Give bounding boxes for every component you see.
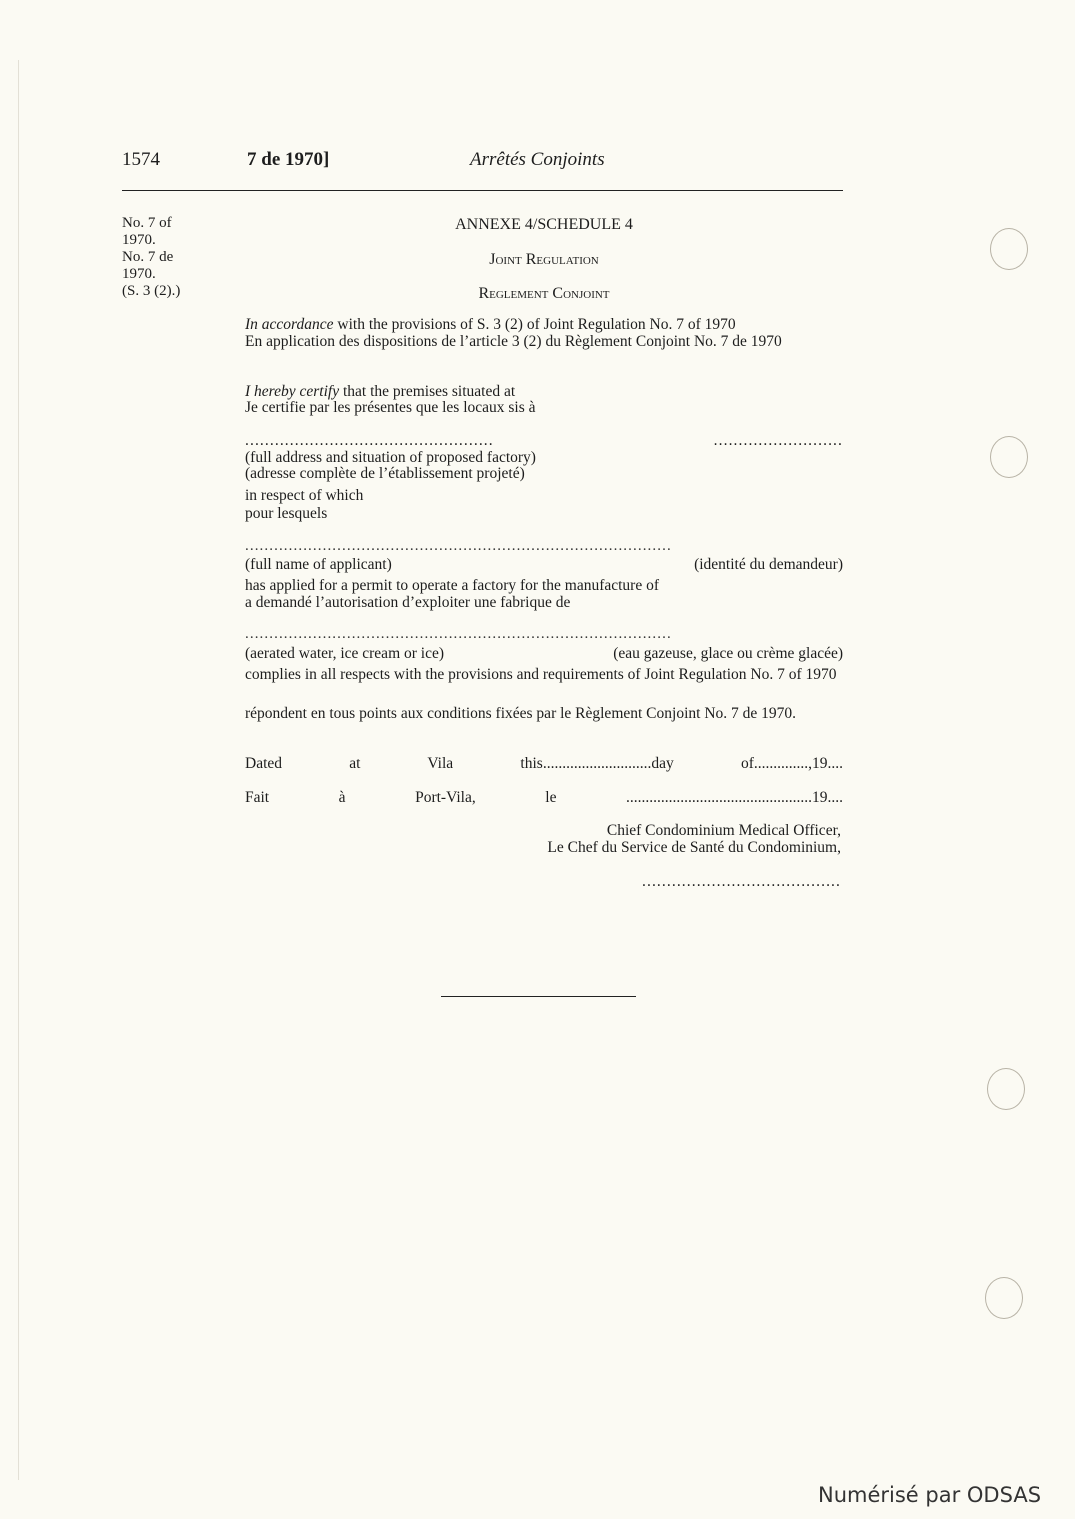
certify-en-italic: I hereby certify <box>245 383 340 400</box>
applied-fr: a demandé l’autorisation d’exploiter une fabrique de <box>245 594 571 611</box>
regulation-number: 7 de 1970] <box>247 149 330 170</box>
margin-note-line: No. 7 de <box>122 249 174 265</box>
punch-hole <box>990 228 1028 270</box>
dated-en: Dated at Vila this............................day of..............,19.... <box>245 756 843 772</box>
product-label-fr: (eau gazeuse, glace ou crème glacée) <box>613 645 843 662</box>
complies-fr: répondent en tous points aux conditions fixées par le Règlement Conjoint No. 7 de 1970. <box>245 705 797 722</box>
margin-note-line: No. 7 of <box>122 215 172 231</box>
page-number: 1574 <box>122 149 160 170</box>
signature-title-en: Chief Condominium Medical Officer, <box>606 822 841 839</box>
signature-dots: ........................................ <box>642 873 841 890</box>
address-dots-left: .................................................. <box>245 432 494 449</box>
complies-en: complies in all respects with the provisions and requirements of Joint Regulation No. 7 of 1970 <box>245 666 837 683</box>
joint-regulation-fr: Reglement Conjoint <box>478 285 610 302</box>
accordance-en-rest: with the provisions of S. 3 (2) of Joint Regulation No. 7 of 1970 <box>333 316 736 333</box>
margin-note <box>122 215 232 300</box>
applicant-label-fr: (identité du demandeur) <box>694 556 843 573</box>
closing-rule <box>441 996 636 997</box>
signature-title-fr: Le Chef du Service de Santé du Condominium, <box>547 839 841 856</box>
product-dots: ........................................................................................ <box>245 626 672 642</box>
address-label-en: (full address and situation of proposed factory) <box>245 449 536 466</box>
respect-en: in respect of which <box>245 487 364 504</box>
certify-fr: Je certifie par les présentes que les locaux sis à <box>245 399 536 416</box>
applicant-label-row <box>245 556 843 573</box>
applicant-dots: ........................................................................................ <box>245 538 672 554</box>
header-rule <box>122 190 843 191</box>
joint-regulation-heading <box>245 251 843 269</box>
accordance-en-italic: In accordance <box>245 316 334 333</box>
respect-fr: pour lesquels <box>245 505 328 522</box>
page-edge <box>18 60 19 1480</box>
product-label-en: (aerated water, ice cream or ice) <box>245 645 445 662</box>
punch-hole <box>985 1277 1023 1319</box>
address-dots-right: .......................... <box>713 432 843 449</box>
address-label-fr: (adresse complète de l’établissement projeté) <box>245 465 525 482</box>
margin-note-line: 1970. <box>122 232 156 248</box>
margin-note-line: (S. 3 (2).) <box>122 283 181 299</box>
certify-en-rest: that the premises situated at <box>339 383 516 400</box>
punch-hole <box>990 436 1028 478</box>
running-title: Arrêtés Conjoints <box>470 149 605 170</box>
joint-regulation-en: Joint Regulation <box>489 251 599 268</box>
applicant-label-en: (full name of applicant) <box>245 556 392 573</box>
dated-fr: Fait à Port-Vila, le ................................................19.... <box>245 790 843 806</box>
annex-heading: ANNEXE 4/SCHEDULE 4 <box>455 216 633 233</box>
margin-note-line: 1970. <box>122 266 156 282</box>
ocr-credit: Numérisé par ODSAS <box>818 1483 1042 1507</box>
product-label-row <box>245 645 843 662</box>
accordance-en <box>245 317 843 334</box>
applied-en: has applied for a permit to operate a factory for the manufacture of <box>245 577 660 594</box>
reglement-conjoint-heading <box>245 285 843 303</box>
address-dots-row <box>245 432 843 449</box>
accordance-fr: En application des dispositions de l’article 3 (2) du Règlement Conjoint No. 7 de 1970 <box>245 333 782 350</box>
punch-hole <box>987 1068 1025 1110</box>
